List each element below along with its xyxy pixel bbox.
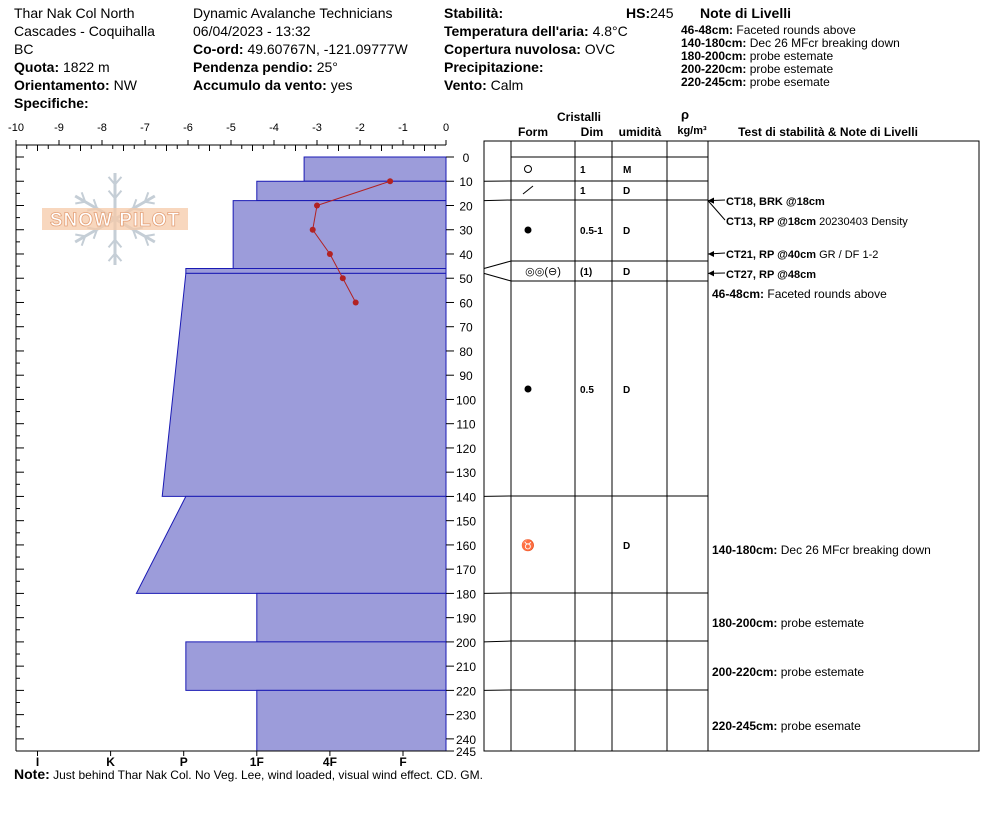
header-rho: ρ (680, 107, 690, 122)
hardness-tick-label: K (106, 755, 115, 769)
depth-tick-label: 130 (455, 466, 477, 481)
test-label: CT13, RP @18cm (726, 216, 817, 228)
depth-tick-label: 120 (455, 441, 477, 456)
temperature-tick-label: -10 (8, 122, 24, 134)
stability-test (726, 216, 908, 228)
layer-note-range: 200-220cm: (681, 62, 747, 76)
layer-notes-title: Note di Livelli (700, 5, 792, 21)
layer-note-range: 180-200cm: (681, 49, 747, 63)
snowflake-branch (145, 202, 155, 204)
air-temp-label: Temperatura dell'aria: (444, 23, 589, 39)
footer-note (14, 768, 483, 782)
hardness-bar (304, 157, 446, 181)
crystal-rounded-icon (525, 166, 532, 173)
wind-label: Vento: (444, 77, 487, 93)
hardness-tick-label: I (35, 755, 40, 769)
elevation-value: 1822 m (63, 59, 110, 75)
hardness-bar (186, 269, 446, 274)
layer-note-range: 180-200cm: (712, 616, 778, 630)
temperature-point (310, 227, 316, 233)
hs-label: HS: (626, 5, 651, 21)
depth-tick-label: 80 (459, 344, 473, 359)
snowflake-branch (145, 234, 155, 236)
test-extra: GR / DF 1-2 (816, 249, 879, 261)
hardness-bar (257, 181, 446, 200)
wind-loading-value: yes (330, 77, 353, 93)
depth-tick-label: 0 (462, 151, 470, 165)
depth-tick-label: 140 (455, 490, 477, 505)
province: BC (14, 41, 34, 57)
temperature-tick-label: -2 (355, 122, 365, 134)
location-name: Thar Nak Col North (14, 5, 135, 21)
temperature-point (314, 202, 320, 208)
precip-label: Precipitazione: (444, 59, 544, 75)
depth-tick-label: 190 (455, 611, 477, 626)
layer-size: 1 (580, 165, 586, 176)
layer-note-text: probe estemate (749, 49, 834, 63)
temperature-tick-label: -8 (97, 122, 107, 134)
snowpilot-logo (42, 173, 188, 265)
crystal-dot-icon (525, 386, 532, 393)
layer-note-text: probe estemate (749, 62, 834, 76)
depth-tick-label: 170 (455, 563, 477, 578)
coords-label: Co-ord: (193, 41, 244, 57)
hardness-bar (257, 690, 446, 751)
note-label: Note: (14, 766, 50, 782)
temperature-point (387, 178, 393, 184)
depth-tick-label: 60 (459, 296, 473, 311)
temperature-point (327, 251, 333, 257)
specifics-label: Specifiche: (14, 95, 89, 111)
layer-note-range: 200-220cm: (712, 665, 778, 679)
temperature-tick-label: -1 (398, 122, 408, 134)
layer-note (712, 543, 931, 557)
layer-note-text: probe esemate (749, 75, 830, 89)
cloud-value: OVC (584, 41, 616, 57)
hardness-bar (257, 593, 446, 641)
elevation-label: Quota: (14, 59, 60, 75)
region: Cascades - Coquihalla (14, 23, 155, 39)
test-arrow (708, 251, 714, 257)
layer-moisture: D (623, 186, 631, 197)
hardness-bar (162, 273, 446, 496)
layer-moisture: M (623, 165, 632, 176)
layer-note (712, 719, 861, 733)
depth-tick-label: 245 (455, 745, 477, 759)
layer-moisture: D (623, 267, 631, 278)
layer-note-text: Faceted rounds above (764, 287, 887, 301)
crystal-faceted-rounds-icon: ◎◎(⊖) (525, 266, 561, 278)
layer-note-text: probe esemate (777, 719, 861, 733)
header-density-unit: kg/m³ (677, 125, 707, 137)
depth-tick-label: 150 (455, 514, 477, 529)
hardness-tick-label: F (399, 755, 407, 769)
depth-tick-label: 70 (459, 320, 473, 335)
depth-tick-label: 240 (455, 732, 477, 747)
layer-note (712, 287, 887, 301)
datetime: 06/04/2023 - 13:32 (193, 23, 311, 39)
crystal-crust-icon (523, 186, 533, 194)
test-label: CT18, BRK @18cm (726, 196, 825, 208)
depth-tick-label: 180 (455, 587, 477, 602)
table-frame (484, 141, 979, 751)
depth-tick-label: 40 (459, 247, 473, 262)
logo-text: SNOW PILOT (49, 210, 181, 231)
layer-note-text: probe estemate (777, 665, 865, 679)
stability-test (726, 196, 825, 208)
test-arrow (708, 270, 714, 276)
header-crystals: Cristalli (556, 110, 602, 124)
observer: Dynamic Avalanche Technicians (193, 5, 393, 21)
layer-note-text: Dec 26 MFcr breaking down (777, 543, 931, 557)
wind-value: Calm (490, 77, 524, 93)
test-label: CT21, RP @40cm (726, 249, 817, 261)
layer-connector (484, 641, 511, 642)
layer-moisture: D (623, 226, 631, 237)
layer-note-range: 140-180cm: (681, 36, 747, 50)
layer-note (712, 616, 864, 630)
layer-moisture: D (623, 385, 631, 396)
layer-size: (1) (580, 267, 593, 278)
temperature-tick-label: 0 (442, 122, 450, 134)
temperature-tick-label: -6 (183, 122, 193, 134)
test-leader (708, 201, 725, 220)
hardness-tick-label: 4F (322, 755, 337, 769)
coords-value: 49.60767N, -121.09777W (247, 41, 408, 57)
layer-note-range: 220-245cm: (712, 719, 778, 733)
layer-note-text: probe estemate (777, 616, 865, 630)
temperature-point (340, 275, 346, 281)
layer-size: 1 (580, 186, 586, 197)
hs-value: 245 (650, 5, 674, 21)
depth-tick-label: 220 (455, 684, 477, 699)
layer-note-text: Dec 26 MFcr breaking down (749, 36, 900, 50)
layer-connector (484, 273, 511, 281)
air-temp-value: 4.8°C (592, 23, 628, 39)
depth-tick-label: 20 (459, 199, 473, 214)
test-arrow (708, 198, 714, 204)
depth-tick-label: 110 (456, 417, 476, 432)
layer-connector (484, 200, 511, 201)
layer-connector (484, 261, 511, 269)
depth-tick-label: 50 (459, 272, 473, 287)
layer-size: 0.5 (580, 385, 594, 396)
depth-tick-label: 210 (455, 660, 477, 675)
slope-label: Pendenza pendio: (193, 59, 313, 75)
temperature-tick-label: -9 (54, 122, 64, 134)
depth-tick-label: 90 (459, 369, 473, 384)
temperature-tick-label: -3 (312, 122, 322, 134)
header-moisture: umidità (618, 125, 662, 139)
temperature-tick-label: -7 (140, 122, 150, 134)
temperature-tick-label: -5 (226, 122, 236, 134)
layer-note-range: 46-48cm: (681, 23, 734, 37)
hardness-tick-label: P (179, 755, 188, 769)
layer-note-range: 46-48cm: (712, 287, 765, 301)
depth-tick-label: 160 (455, 538, 477, 553)
layer-note (712, 665, 864, 679)
layer-moisture: D (623, 541, 631, 552)
test-label: CT27, RP @48cm (726, 269, 817, 281)
slope-value: 25° (316, 59, 338, 75)
header-form: Form (518, 125, 548, 139)
snowflake-branch (75, 202, 85, 204)
stability-test (726, 249, 878, 261)
layer-note-range: 220-245cm: (681, 75, 747, 89)
snowflake-branch (75, 234, 85, 236)
hardness-tick-label: 1F (249, 755, 264, 769)
layer-note-range: 140-180cm: (712, 543, 778, 557)
layer-note-text: Faceted rounds above (736, 23, 856, 37)
depth-tick-label: 200 (455, 635, 477, 650)
header-size: Dim (580, 125, 604, 139)
cloud-label: Copertura nuvolosa: (444, 41, 581, 57)
temperature-tick-label: -4 (269, 122, 279, 134)
header-tests-notes: Test di stabilità & Note di Livelli (738, 125, 918, 139)
hardness-bar (233, 201, 446, 269)
aspect-value: NW (113, 77, 137, 93)
aspect-label: Orientamento: (14, 77, 110, 93)
stability-label: Stabilità: (444, 5, 504, 21)
test-extra: 20230403 Density (816, 216, 908, 228)
depth-tick-label: 10 (459, 175, 473, 190)
depth-tick-label: 100 (455, 393, 477, 408)
depth-tick-label: 30 (459, 223, 473, 238)
layer-size: 0.5-1 (580, 226, 603, 237)
crystal-dot-icon (525, 227, 532, 234)
stability-test (726, 269, 816, 281)
temperature-point (353, 299, 359, 305)
hardness-bar (186, 642, 446, 690)
depth-tick-label: 230 (455, 708, 477, 723)
note-text: Just behind Thar Nak Col. No Veg. Lee, wind loaded, visual wind effect. CD. GM. (53, 768, 483, 782)
crystal-melt-form-icon: ♉ (521, 540, 535, 552)
hardness-bar (136, 496, 446, 593)
wind-loading-label: Accumulo da vento: (193, 77, 327, 93)
